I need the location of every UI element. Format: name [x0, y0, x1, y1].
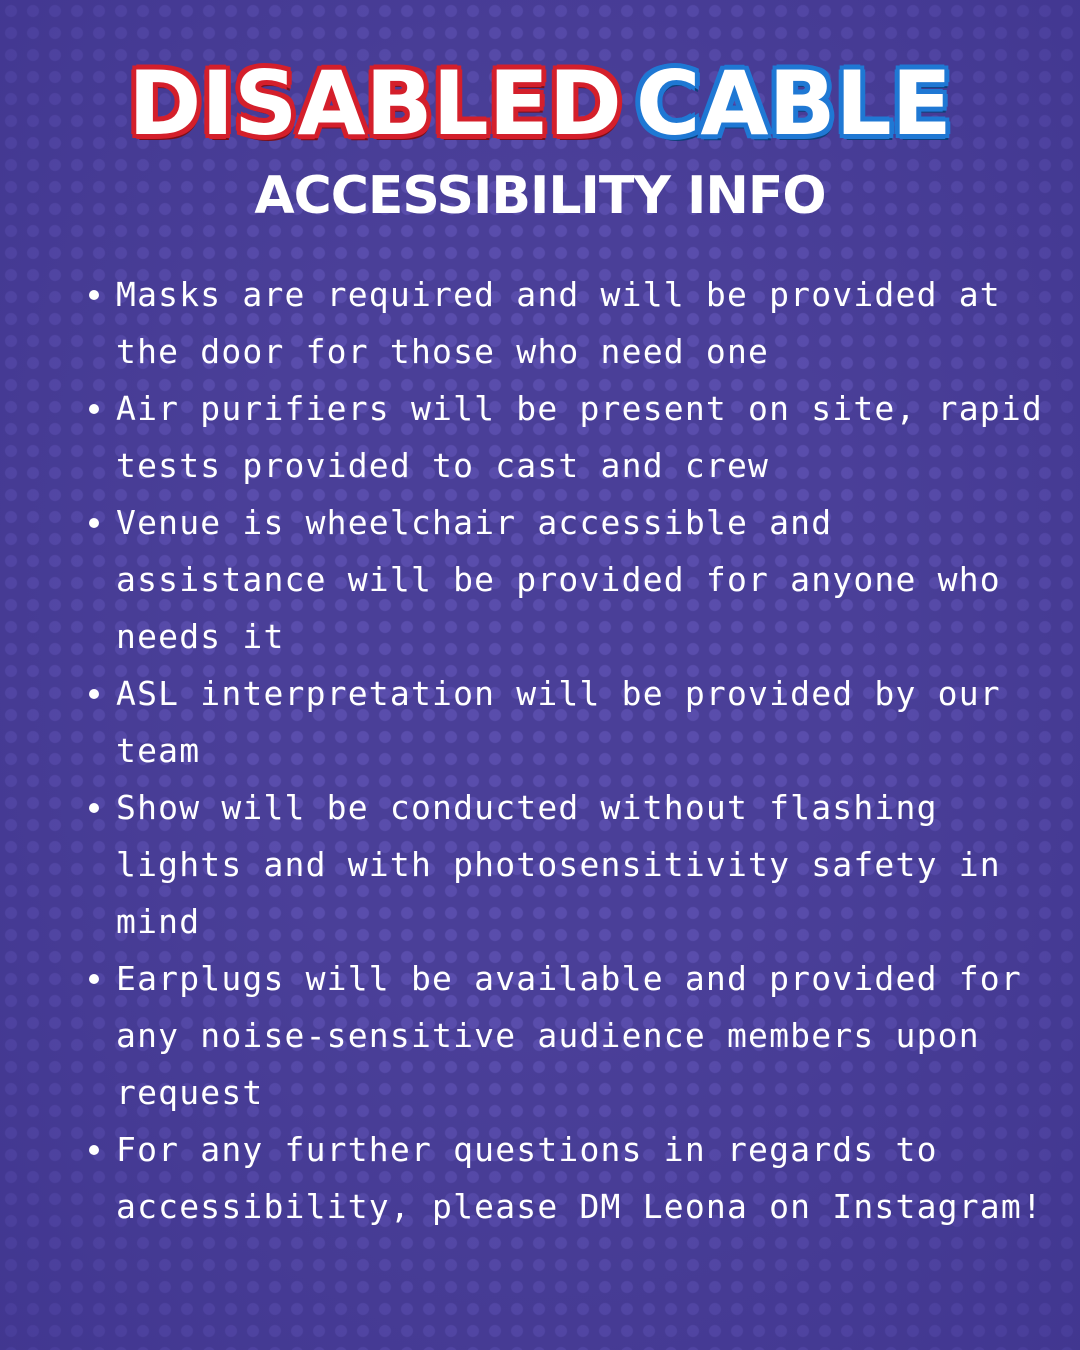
bullet-icon [89, 404, 99, 414]
bullet-icon [89, 974, 99, 984]
list-item-text: Show will be conducted without flashing lights and with photosensitivity safety in mind [116, 788, 1001, 941]
bullet-icon [89, 803, 99, 813]
bullet-icon [89, 1145, 99, 1155]
bullet-icon [89, 689, 99, 699]
list-item-text: For any further questions in regards to accessibility, please DM Leona on Instagram! [116, 1130, 1043, 1226]
title-logo [0, 52, 1080, 156]
page-subtitle: ACCESSIBILITY INFO [254, 166, 826, 226]
accessibility-list [86, 266, 1046, 1235]
list-item-text: Masks are required and will be provided at the door for those who need one [116, 275, 1001, 371]
list-item-text: Earplugs will be available and provided for any noise-sensitive audience members upon request [116, 959, 1022, 1112]
list-item [86, 779, 1046, 950]
list-item [86, 494, 1046, 665]
list-item [86, 665, 1046, 779]
list-item [86, 380, 1046, 494]
list-item-text: Venue is wheelchair accessible and assistance will be provided for anyone who needs it [116, 503, 1001, 656]
list-item [86, 266, 1046, 380]
list-item [86, 950, 1046, 1121]
list-item-text: Air purifiers will be present on site, rapid tests provided to cast and crew [116, 389, 1043, 485]
bullet-icon [89, 290, 99, 300]
list-item-text: ASL interpretation will be provided by our team [116, 674, 1001, 770]
title-word-cable: CABLE [635, 52, 952, 155]
title-word-disabled: DISABLED [128, 52, 622, 155]
bullet-icon [89, 518, 99, 528]
list-item [86, 1121, 1046, 1235]
